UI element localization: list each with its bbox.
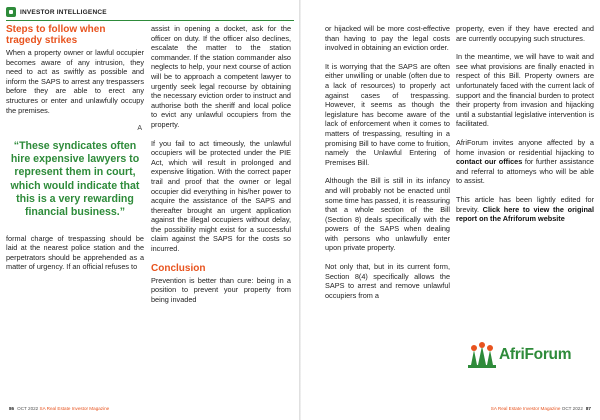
- col2-paragraph-3: Prevention is better than cure: being in a position to prevent your property from being invaded: [151, 275, 291, 304]
- afriforum-emblem-icon: [468, 342, 496, 368]
- afriforum-logo: [468, 340, 571, 370]
- header-divider: [6, 20, 294, 21]
- logo-text: AfriForum: [499, 346, 572, 363]
- col4-p3-text-start: AfriForum invites anyone affected by a home invasion or residential hijacking to: [456, 137, 594, 157]
- column-2: [151, 24, 291, 313]
- pull-quote: “These syndicates often hire expensive lawyers to represent them in court, which would indicate that this is a very rewarding financial business.”: [10, 139, 140, 219]
- col2-paragraph-2: If you fail to act timeously, the unlawful occupiers will be protected under the PIE Act, which will result in prolonged and expensive litigation. With the correct paper trail and proof that the owner or legal occupier did everything in his/her power to acquire the assistance of the SAPS and thereafter brought an urgent application against the illegal occupiers without delay, the possibility might exist for a successful claim against the SAPS for the costs so incurred.: [151, 138, 291, 254]
- page-gutter: [299, 0, 301, 420]
- column-3: [325, 24, 450, 309]
- footer-magazine-right: SA Real Estate Investor Magazine: [490, 406, 561, 411]
- footer-date-right: OCT 2022: [561, 406, 583, 411]
- col3-paragraph-1: or hijacked will be more cost-effective than having to pay the legal costs involved in obtaining an eviction order.: [325, 24, 450, 53]
- col4-p3-text-end: for further assistance and referral to attorneys who will be able to assist.: [456, 157, 594, 186]
- footer-right: [491, 406, 594, 411]
- col3-paragraph-3: Although the Bill is still in its infancy and will probably not be enacted until some time has passed, it is reassuring that a whole section of the Bill (Section 8) deals specifically with the powers of the SAPS when dealing with persons who unlawfully enter upon private property.: [325, 176, 450, 253]
- section-header: [6, 5, 107, 19]
- original-report-link[interactable]: Click here to view the original report on the Afriforum website: [456, 204, 594, 224]
- col1-paragraph-1: When a property owner or lawful occupier becomes aware of any intrusion, they need to act as swiftly as possible and inform the SAPS to arrest any trespassers before they are able to erect any structures or enter and unlawfully occupy the premises.: [6, 48, 144, 115]
- col4-paragraph-2: In the meantime, we will have to wait and see what provisions are finally enacted in respect of this Bill. Property owners are unfortunately faced with the current lack of support and the financial burden to protect their property from invasion and hijacking until a substantial legislative intervention is facilitated.: [456, 52, 594, 129]
- section-square-icon: [6, 7, 16, 17]
- subheading-steps: Steps to follow when tragedy strikes: [6, 24, 106, 46]
- subheading-conclusion: Conclusion: [151, 262, 206, 274]
- col4-paragraph-4: [456, 195, 594, 224]
- col3-paragraph-2: It is worrying that the SAPS are often either unwilling or unable (often due to a lack of resources) to properly act against cases of trespassing. However, it seems as though the legislature has become aware of the lack of enforcement when it comes to matters of trespassing, resulting in a promising Bill to have come to fruition, namely the Unlawful Entering of Premises Bill.: [325, 61, 450, 167]
- column-4: [456, 24, 594, 233]
- page-number-right: 87: [585, 406, 591, 411]
- pull-quote-marker: A: [137, 125, 142, 133]
- footer-magazine-left: SA Real Estate Investor Magazine: [39, 406, 110, 411]
- section-label: INVESTOR INTELLIGENCE: [20, 8, 107, 16]
- contact-offices-link[interactable]: contact our offices: [456, 157, 523, 167]
- col3-paragraph-4: Not only that, but in its current form, Section 8(4) specifically allows the SAPS to arrest and remove unlawful occupiers from a: [325, 262, 450, 300]
- col2-paragraph-1: assist in opening a docket, ask for the officer on duty. If the officer also declines, escalate the matter to the station commander. If the station commander also neglects to help, your next course of action will be to approach a competent lawyer to urgently seek legal recourse by obtaining the necessary eviction order to instruct and authorise both the sheriff and local police to evict any unlawful occupiers from the property.: [151, 24, 291, 129]
- col1-paragraph-2: formal charge of trespassing should be laid at the nearest police station and the perpetrators should be apprehended as a matter of urgency. If an official refuses to: [6, 233, 144, 272]
- footer-date-left: OCT 2022: [17, 406, 39, 411]
- col4-paragraph-3: [456, 138, 594, 186]
- col4-p4-text-start: This article has been lightly edited for brevity.: [456, 194, 594, 214]
- column-1: [6, 24, 144, 281]
- page-number-left: 86: [9, 406, 15, 411]
- col4-paragraph-1: property, even if they have erected and are currently occupying such structures.: [456, 24, 594, 43]
- footer-left: [6, 406, 109, 411]
